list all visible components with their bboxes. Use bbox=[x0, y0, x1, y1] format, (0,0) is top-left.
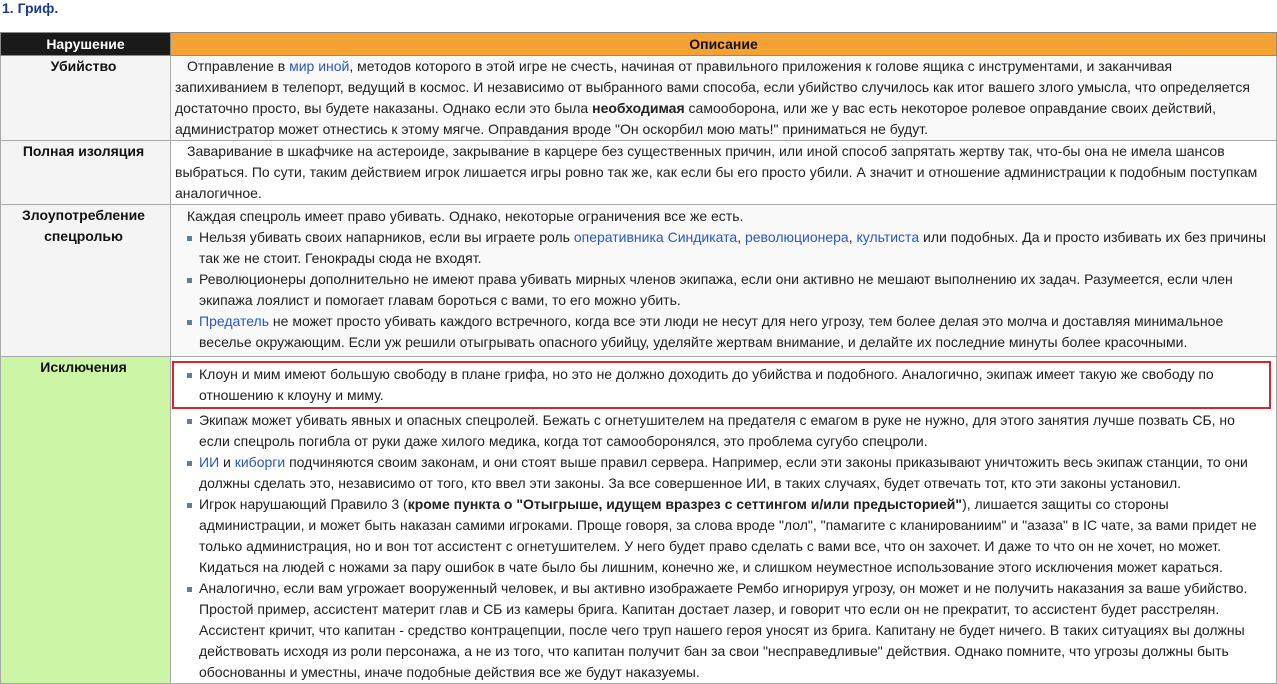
description-abuse bbox=[171, 205, 1277, 357]
table-header-row bbox=[1, 33, 1277, 56]
section-heading: 1. Гриф. bbox=[2, 0, 59, 16]
column-header-violation: Нарушение bbox=[1, 33, 171, 56]
violation-name-isolation: Полная изоляция bbox=[1, 141, 171, 205]
text-span: не может просто убивать каждого встречного, когда все эти люди не несут для него угрозу, тем более делая это молча и доставляя минимальное веселье окружающим. Если уж решили отыгрывать опасного убийцу, уделяйте жертвам внимание, и делайте их последние минуты более красочными. bbox=[199, 313, 1224, 350]
highlighted-list-item: Клоун и мим имеют большую свободу в плане грифа, но это не должно доходить до убийства и подобного. Аналогично, экипаж имеет такую же свободу по отношению к клоуну и миму. bbox=[175, 364, 1268, 406]
bold-text: необходимая bbox=[592, 100, 685, 116]
list-item bbox=[175, 452, 1268, 494]
list-item bbox=[175, 311, 1268, 353]
rules-table bbox=[0, 32, 1277, 684]
column-header-description: Описание bbox=[171, 33, 1277, 56]
list-item: Революционеры дополнительно не имеют права убивать мирных членов экипажа, если они активно не мешают выполнению их задач. Разумеется, если член экипажа лоялист и помогает главам бороться с вами, то его можно убить. bbox=[175, 269, 1268, 311]
list-item: Экипаж может убивать явных и опасных спецролей. Бежать с огнетушителем на предателя с емагом в руке не нужно, для этого занятия лучше позвать СБ, но если спецроль погибла от руки даже хилого медика, когда тот самооборонялся, это проблема сугубо спецроли. bbox=[175, 410, 1268, 452]
text-span: Нельзя убивать своих напарников, если вы играете роль bbox=[199, 229, 574, 245]
description-isolation bbox=[171, 141, 1277, 205]
text-span: или подобных. Да и просто избивать их без причины так же не стоит. Генокрады сюда не входят. bbox=[199, 229, 1266, 266]
link-other-world[interactable]: мир иной bbox=[289, 58, 350, 74]
description-exceptions bbox=[171, 357, 1277, 684]
list-item bbox=[175, 227, 1268, 269]
description-paragraph bbox=[175, 56, 1268, 140]
text-span: и bbox=[219, 454, 235, 470]
description-intro: Каждая спецроль имеет право убивать. Однако, некоторые ограничения все же есть. bbox=[187, 208, 744, 224]
text-span: , bbox=[737, 229, 745, 245]
violation-name-murder: Убийство bbox=[1, 56, 171, 141]
text-span: подчиняются своим законам, и они стоят выше правил сервера. Например, если эти законы приказывают уничтожить весь экипаж станции, то они должны сделать это, независимо от того, кто ввел эти законы. За все совершенное ИИ, в таких случаях, будет отвечать тот, кто эти законы установил. bbox=[199, 454, 1248, 491]
text-span: Игрок нарушающий Правило 3 ( bbox=[199, 496, 408, 512]
text-span: ), лишается защиты со стороны администрации, и может быть наказан самими игроками. Проще говоря, за слова вроде "лол", "памагите с кланированиим" и "азаза" в IC чате, за вами придет не только администрация, но и вон тот ассистент с огнетушителем. У него будет право сделать с вами все, что он захочет. И даже то что он не хочет, но может. Кидаться на людей с ножами за пару ошибок в чате было бы лишним, конечно же, и слишком неуместное использование этого исключения может караться. bbox=[199, 496, 1257, 575]
table-row-isolation bbox=[1, 141, 1277, 205]
table-row-murder bbox=[1, 56, 1277, 141]
link-ai[interactable]: ИИ bbox=[199, 454, 220, 470]
text-span: Отправление в bbox=[187, 58, 290, 74]
list-item: Аналогично, если вам угрожает вооруженный человек, и вы активно изображаете Рембо игнорируя угрозу, он может и не получить наказания за ваше убийство. Простой пример, ассистент материт глав и СБ из камеры брига. Капитан достает лазер, и говорит что если он не прекратит, то ассистент будет расстрелян. Ассистент кричит, что капитан - средство контрацепции, после чего труп нашего героя уносят из брига. Капитану не будет ничего. В таких ситуациях вы должны действовать исходя из роли персонажа, а не из того, что капитан получит бан за свои "несправедливые" действия. Однако помните, что угрозы должны быть обоснованны и уместны, иначе подобные действия все же будут наказуемы. bbox=[175, 578, 1268, 683]
bullet-list bbox=[175, 364, 1268, 683]
link-cultist[interactable]: культиста bbox=[856, 229, 920, 245]
link-revolutionary[interactable]: революционера bbox=[744, 229, 849, 245]
bullet-list bbox=[175, 227, 1268, 353]
text-span: , bbox=[848, 229, 857, 245]
violation-name-abuse: Злоупотребление спецролью bbox=[1, 205, 171, 357]
text-span: самооборона, или же у вас есть некоторое ролевое оправдание своих действий, администратор может отнестись к этому мягче. Оправдания вроде "Он оскорбил мою мать!" приниматься не будут. bbox=[175, 100, 1217, 137]
link-syndicate-operative[interactable]: оперативника Синдиката bbox=[573, 229, 738, 245]
list-item bbox=[175, 494, 1268, 578]
table-row-abuse bbox=[1, 205, 1277, 357]
description-paragraph: Заваривание в шкафчике на астероиде, закрывание в карцере без существенных причин, или иной способ запрятать жертву так, что-бы она не имела шансов выбраться. По сути, таким действием игрок лишается игры ровно так же, как если бы его просто убили. А значит и отношение администрации к подобным поступкам аналогичное. bbox=[175, 143, 1258, 201]
violation-name-exceptions: Исключения bbox=[1, 357, 171, 684]
link-traitor[interactable]: Предатель bbox=[199, 313, 270, 329]
link-cyborgs[interactable]: киборги bbox=[234, 454, 286, 470]
table-row-exceptions bbox=[1, 357, 1277, 684]
description-murder bbox=[171, 56, 1277, 141]
text-span: , методов которого в этой игре не счесть, начиная от правильного приложения к голове ящика с инструментами, и заканчивая запихиванием в телепорт, ведущий в космос. И независимо от выбранного вами способа, если убийство случилось как итог вашего злого умысла, что определяется достаточно просто, вы будете наказаны. Однако если это была bbox=[175, 58, 1251, 116]
bold-text: кроме пункта о "Отыгрыше, идущем вразрез с сеттингом и/или предысторией" bbox=[407, 496, 963, 512]
